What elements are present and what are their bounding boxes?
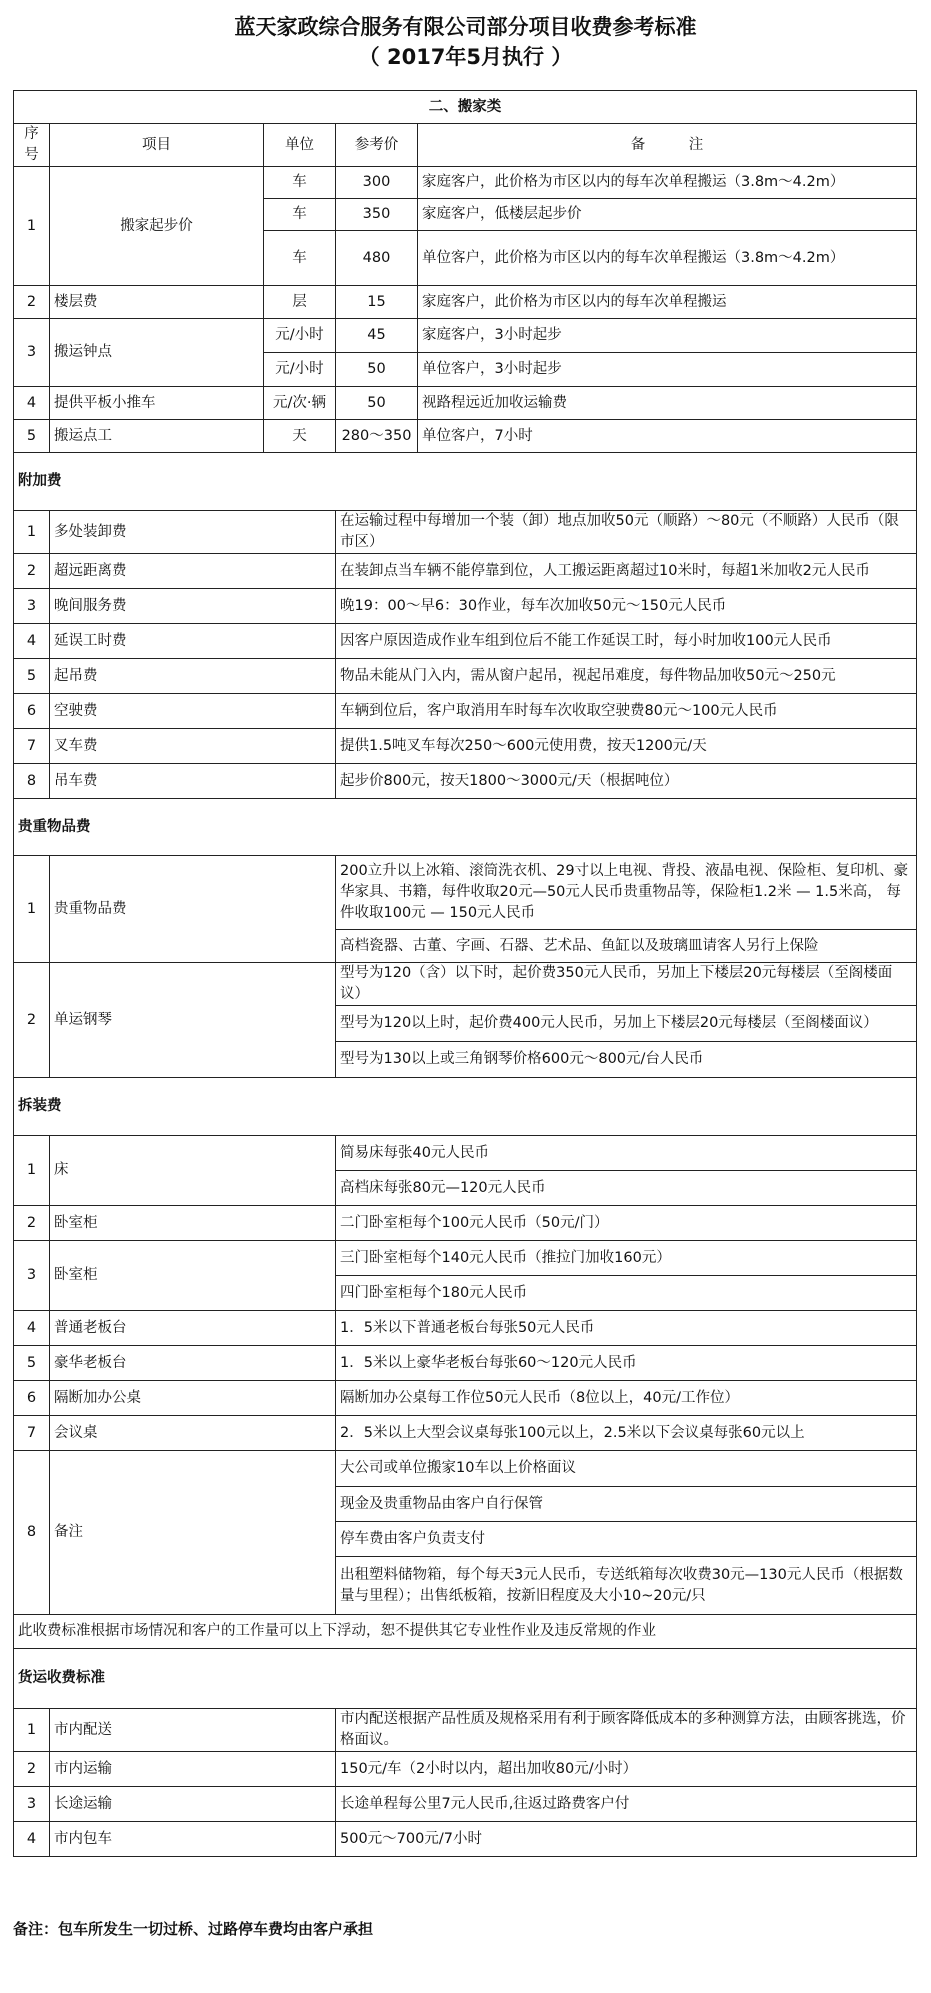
item-name: 叉车费 — [50, 729, 336, 764]
item-name: 贵重物品费 — [50, 856, 336, 963]
col-note: 备 注 — [418, 124, 917, 167]
row-no: 1 — [14, 1136, 50, 1206]
desc-cell: 隔断加办公桌每工作位50元人民币（8位以上，40元/工作位） — [336, 1381, 917, 1416]
desc-cell: 二门卧室柜每个100元人民币（50元/门） — [336, 1206, 917, 1241]
item-name: 延误工时费 — [50, 624, 336, 659]
item-name: 多处装卸费 — [50, 511, 336, 554]
row-no: 3 — [14, 1787, 50, 1822]
desc-cell: 现金及贵重物品由客户自行保管 — [336, 1487, 917, 1522]
desc-cell: 500元～700元/7小时 — [336, 1822, 917, 1857]
item-name: 空驶费 — [50, 694, 336, 729]
item-name: 提供平板小推车 — [50, 387, 264, 420]
table-row — [14, 554, 917, 589]
item-name: 起吊费 — [50, 659, 336, 694]
desc-cell: 三门卧室柜每个140元人民币（推拉门加收160元） — [336, 1241, 917, 1276]
item-name: 市内配送 — [50, 1709, 336, 1752]
row-no: 1 — [14, 1709, 50, 1752]
note-cell: 视路程远近加收运输费 — [418, 387, 917, 420]
desc-cell: 出租塑料储物箱，每个每天3元人民币，专送纸箱每次收费30元—130元人民币（根据数量与里程）；出售纸板箱，按新旧程度及大小10~20元/只 — [336, 1557, 917, 1615]
note-cell: 家庭客户，此价格为市区以内的每车次单程搬运 — [418, 286, 917, 319]
desc-cell: 简易床每张40元人民币 — [336, 1136, 917, 1171]
desc-cell: 车辆到位后，客户取消用车时每车次收取空驶费80元～100元人民币 — [336, 694, 917, 729]
freight-section-header — [14, 1649, 917, 1709]
unit-cell: 元/小时 — [264, 319, 336, 353]
price-cell: 480 — [336, 231, 418, 286]
row-no: 4 — [14, 1311, 50, 1346]
unit-cell: 车 — [264, 199, 336, 231]
table-row — [14, 167, 917, 199]
bottom-note: 备注：包车所发生一切过桥、过路停车费均由客户承担 — [13, 1920, 374, 1938]
desc-cell: 长途单程每公里7元人民币,往返过路费客户付 — [336, 1787, 917, 1822]
row-no: 6 — [14, 694, 50, 729]
desc-cell: 150元/车（2小时以内，超出加收80元/小时） — [336, 1752, 917, 1787]
table-row — [14, 856, 917, 930]
item-name: 床 — [50, 1136, 336, 1206]
item-name: 搬家起步价 — [50, 167, 264, 286]
unit-cell: 元/次·辆 — [264, 387, 336, 420]
assembly-section-header — [14, 1078, 917, 1136]
price-cell: 350 — [336, 199, 418, 231]
table-row — [14, 963, 917, 1006]
table-row — [14, 319, 917, 353]
desc-cell: 200立升以上冰箱、滚筒洗衣机、29寸以上电视、背投、液晶电视、保险柜、复印机、豪华家具、书籍，每件收取20元—50元人民币贵重物品等，保险柜1.2米 — 1.5米高， 每件收取100元 — 150元人民币 — [336, 856, 917, 930]
note-cell: 家庭客户，3小时起步 — [418, 319, 917, 353]
unit-cell: 车 — [264, 167, 336, 199]
desc-cell: 在装卸点当车辆不能停靠到位，人工搬运距离超过10米时，每超1米加收2元人民币 — [336, 554, 917, 589]
table-row — [14, 1822, 917, 1857]
table-row — [14, 764, 917, 799]
item-name: 普通老板台 — [50, 1311, 336, 1346]
col-item: 项目 — [50, 124, 264, 167]
table-row — [14, 1136, 917, 1171]
table-row — [14, 1709, 917, 1752]
row-no: 1 — [14, 167, 50, 286]
note-cell: 单位客户，7小时 — [418, 420, 917, 453]
table-row — [14, 1206, 917, 1241]
row-no: 5 — [14, 420, 50, 453]
table-row — [14, 1451, 917, 1487]
desc-cell: 四门卧室柜每个180元人民币 — [336, 1276, 917, 1311]
row-no: 1 — [14, 856, 50, 963]
table-row — [14, 1311, 917, 1346]
row-no: 3 — [14, 319, 50, 387]
row-no: 3 — [14, 1241, 50, 1311]
desc-cell: 市内配送根据产品性质及规格采用有利于顾客降低成本的多种测算方法，由顾客挑选，价格面议。 — [336, 1709, 917, 1752]
item-name: 市内运输 — [50, 1752, 336, 1787]
item-name: 搬运点工 — [50, 420, 264, 453]
desc-cell: 停车费由客户负责支付 — [336, 1522, 917, 1557]
row-no: 2 — [14, 963, 50, 1078]
row-no: 7 — [14, 1416, 50, 1451]
row-no: 2 — [14, 1752, 50, 1787]
row-no: 1 — [14, 511, 50, 554]
desc-cell: 大公司或单位搬家10车以上价格面议 — [336, 1451, 917, 1487]
table-row — [14, 1787, 917, 1822]
item-name: 豪华老板台 — [50, 1346, 336, 1381]
col-price: 参考价 — [336, 124, 418, 167]
desc-cell: 高档床每张80元—120元人民币 — [336, 1171, 917, 1206]
item-name: 备注 — [50, 1451, 336, 1615]
row-no: 3 — [14, 589, 50, 624]
desc-cell: 在运输过程中每增加一个装（卸）地点加收50元（顺路）～80元（不顺路）人民币（限市区） — [336, 511, 917, 554]
table-row — [14, 729, 917, 764]
desc-cell: 起步价800元，按天1800～3000元/天（根据吨位） — [336, 764, 917, 799]
fee-table — [13, 90, 917, 1857]
moving-header: 二、搬家类 — [14, 91, 917, 124]
table-row — [14, 1416, 917, 1451]
unit-cell: 车 — [264, 231, 336, 286]
desc-cell: 2．5米以上大型会议桌每张100元以上，2.5米以下会议桌每张60元以上 — [336, 1416, 917, 1451]
item-name: 晚间服务费 — [50, 589, 336, 624]
col-no: 序号 — [14, 124, 50, 167]
item-name: 隔断加办公桌 — [50, 1381, 336, 1416]
desc-cell: 型号为120（含）以下时，起价费350元人民币，另加上下楼层20元每楼层（至阁楼面议） — [336, 963, 917, 1006]
table-row — [14, 1752, 917, 1787]
item-name: 搬运钟点 — [50, 319, 264, 387]
unit-cell: 层 — [264, 286, 336, 319]
col-unit: 单位 — [264, 124, 336, 167]
row-no: 6 — [14, 1381, 50, 1416]
desc-cell: 高档瓷器、古董、字画、石器、艺术品、鱼缸以及玻璃皿请客人另行上保险 — [336, 930, 917, 963]
table-row — [14, 420, 917, 453]
table-row — [14, 1346, 917, 1381]
item-name: 单运钢琴 — [50, 963, 336, 1078]
desc-cell: 物品未能从门入内，需从窗户起吊，视起吊难度，每件物品加收50元～250元 — [336, 659, 917, 694]
item-name: 超远距离费 — [50, 554, 336, 589]
page-subtitle: （ 2017年5月执行 ） — [358, 45, 573, 69]
row-no: 8 — [14, 764, 50, 799]
row-no: 4 — [14, 624, 50, 659]
table-row — [14, 1381, 917, 1416]
table-row — [14, 1241, 917, 1276]
row-no: 5 — [14, 659, 50, 694]
desc-cell: 1．5米以下普通老板台每张50元人民币 — [336, 1311, 917, 1346]
desc-cell: 提供1.5吨叉车每次250～600元使用费，按天1200元/天 — [336, 729, 917, 764]
extra-section-header — [14, 453, 917, 511]
valuable-section-header — [14, 799, 917, 856]
desc-cell: 型号为130以上或三角钢琴价格600元～800元/台人民币 — [336, 1042, 917, 1078]
row-no: 2 — [14, 554, 50, 589]
unit-cell: 元/小时 — [264, 353, 336, 387]
note-cell: 单位客户，3小时起步 — [418, 353, 917, 387]
table-row — [14, 659, 917, 694]
row-no: 2 — [14, 286, 50, 319]
row-no: 2 — [14, 1206, 50, 1241]
price-cell: 45 — [336, 319, 418, 353]
footer-row — [14, 1615, 917, 1649]
row-no: 4 — [14, 387, 50, 420]
item-name: 卧室柜 — [50, 1206, 336, 1241]
moving-section-header — [14, 91, 917, 124]
item-name: 楼层费 — [50, 286, 264, 319]
table-row — [14, 589, 917, 624]
item-name: 卧室柜 — [50, 1241, 336, 1311]
desc-cell: 因客户原因造成作业车组到位后不能工作延误工时，每小时加收100元人民币 — [336, 624, 917, 659]
row-no: 7 — [14, 729, 50, 764]
price-cell: 280～350 — [336, 420, 418, 453]
table-row — [14, 624, 917, 659]
desc-cell: 1．5米以上豪华老板台每张60～120元人民币 — [336, 1346, 917, 1381]
column-header-row — [14, 124, 917, 167]
page-title: 蓝天家政综合服务有限公司部分项目收费参考标准 — [234, 15, 697, 39]
row-no: 8 — [14, 1451, 50, 1615]
assembly-header: 拆装费 — [14, 1078, 917, 1136]
item-name: 长途运输 — [50, 1787, 336, 1822]
item-name: 市内包车 — [50, 1822, 336, 1857]
freight-header: 货运收费标准 — [14, 1649, 917, 1709]
note-cell: 家庭客户，低楼层起步价 — [418, 199, 917, 231]
desc-cell: 晚19：00～早6：30作业，每车次加收50元～150元人民币 — [336, 589, 917, 624]
note-cell: 单位客户，此价格为市区以内的每车次单程搬运（3.8m～4.2m） — [418, 231, 917, 286]
note-cell: 家庭客户，此价格为市区以内的每车次单程搬运（3.8m～4.2m） — [418, 167, 917, 199]
price-cell: 300 — [336, 167, 418, 199]
row-no: 5 — [14, 1346, 50, 1381]
valuable-header: 贵重物品费 — [14, 799, 917, 856]
unit-cell: 天 — [264, 420, 336, 453]
item-name: 会议桌 — [50, 1416, 336, 1451]
row-no: 4 — [14, 1822, 50, 1857]
table-row — [14, 387, 917, 420]
table-row — [14, 286, 917, 319]
price-cell: 50 — [336, 353, 418, 387]
item-name: 吊车费 — [50, 764, 336, 799]
extra-header: 附加费 — [14, 453, 917, 511]
price-cell: 50 — [336, 387, 418, 420]
float-note: 此收费标准根据市场情况和客户的工作量可以上下浮动，恕不提供其它专业性作业及违反常规的作业 — [14, 1615, 917, 1649]
desc-cell: 型号为120以上时，起价费400元人民币，另加上下楼层20元每楼层（至阁楼面议） — [336, 1006, 917, 1042]
price-cell: 15 — [336, 286, 418, 319]
table-row — [14, 511, 917, 554]
table-row — [14, 694, 917, 729]
